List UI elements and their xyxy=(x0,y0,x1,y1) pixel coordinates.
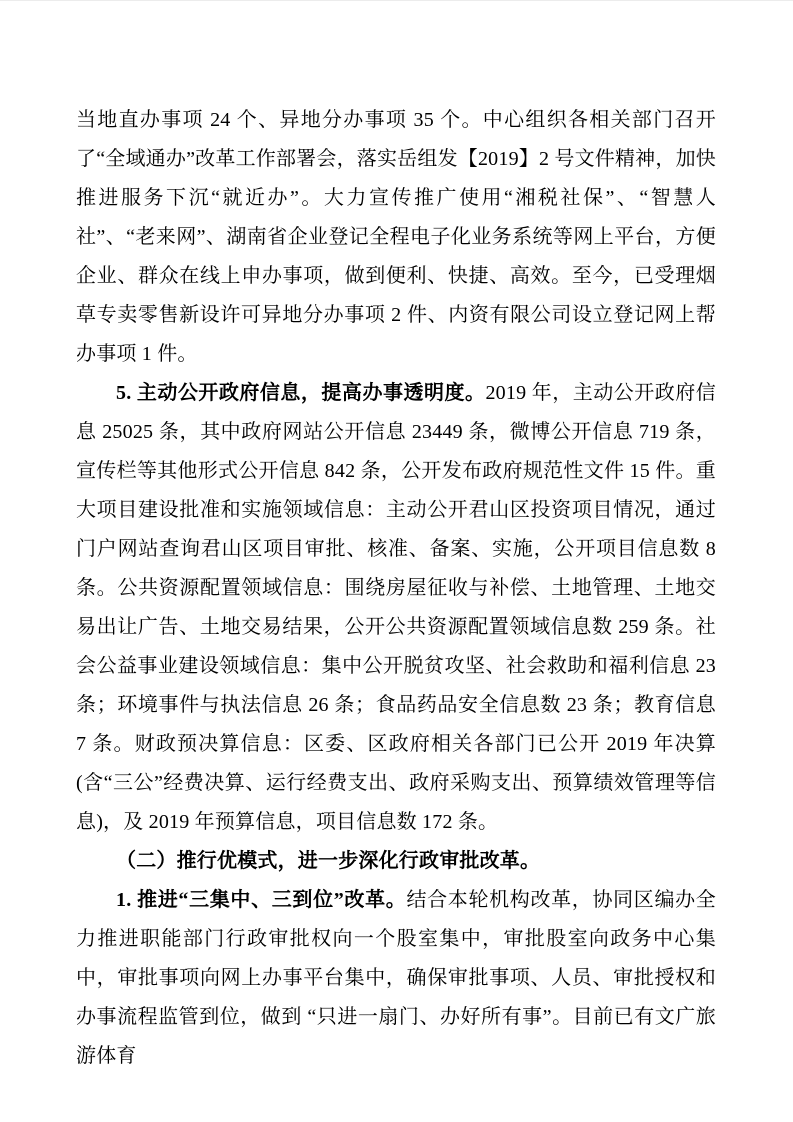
paragraph-item5 xyxy=(76,374,716,842)
paragraph-item1 xyxy=(76,881,716,1076)
item5-body-text: 2019 年，主动公开政府信息 25025 条，其中政府网站公开信息 23449 条，微博公开信息 719 条，宣传栏等其他形式公开信息 842 条，公开发布政府规范性文件 15 件。重大项目建设批准和实施领域信息：主动公开君山区投资项目情况，通过门户网站查询君山区项目审批、核准、备案、实施，公开项目信息数 8 条。公共资源配置领域信息：围绕房屋征收与补偿、土地管理、土地交易出让广告、土地交易结果，公开公共资源配置领域信息数 259 条。社会公益事业建设领域信息：集中公开脱贫攻坚、社会救助和福利信息 23 条；环境事件与执法信息 26 条；食品药品安全信息数 23 条；教育信息 7 条。财政预决算信息：区委、区政府相关各部门已公开 2019 年决算(含“三公”经费决算、运行经费支出、政府采购支出、预算绩效管理等信息)，及 2019 年预算信息，项目信息数 172 条。 xyxy=(76,382,716,833)
section2-heading: （二）推行优模式，进一步深化行政审批改革。 xyxy=(116,850,541,872)
paragraph-continuation xyxy=(76,101,716,374)
item5-bold-lead: 5. 主动公开政府信息，提高办事透明度。 xyxy=(116,382,486,404)
item1-body-text: 结合本轮机构改革，协同区编办全力推进职能部门行政审批权向一个股室集中，审批股室向政务中心集中，审批事项向网上办事平台集中，确保审批事项、人员、审批授权和办事流程监管到位，做到 “只进一扇门、办好所有事”。目前已有文广旅游体育 xyxy=(76,889,716,1067)
paragraph-continuation-text: 当地直办事项 24 个、异地分办事项 35 个。中心组织各相关部门召开了“全域通办”改革工作部署会，落实岳组发【2019】2 号文件精神，加快推进服务下沉“就近办”。大力宣传推广使用“湘税社保”、“智慧人社”、“老来网”、湖南省企业登记全程电子化业务系统等网上平台，方便企业、群众在线上申办事项，做到便利、快捷、高效。至今，已受理烟草专卖零售新设许可异地分办事项 2 件、内资有限公司设立登记网上帮办事项 1 件。 xyxy=(76,109,716,365)
document-body xyxy=(76,101,716,1076)
item1-bold-lead: 1. 推进“三集中、三到位”改革。 xyxy=(116,889,407,911)
